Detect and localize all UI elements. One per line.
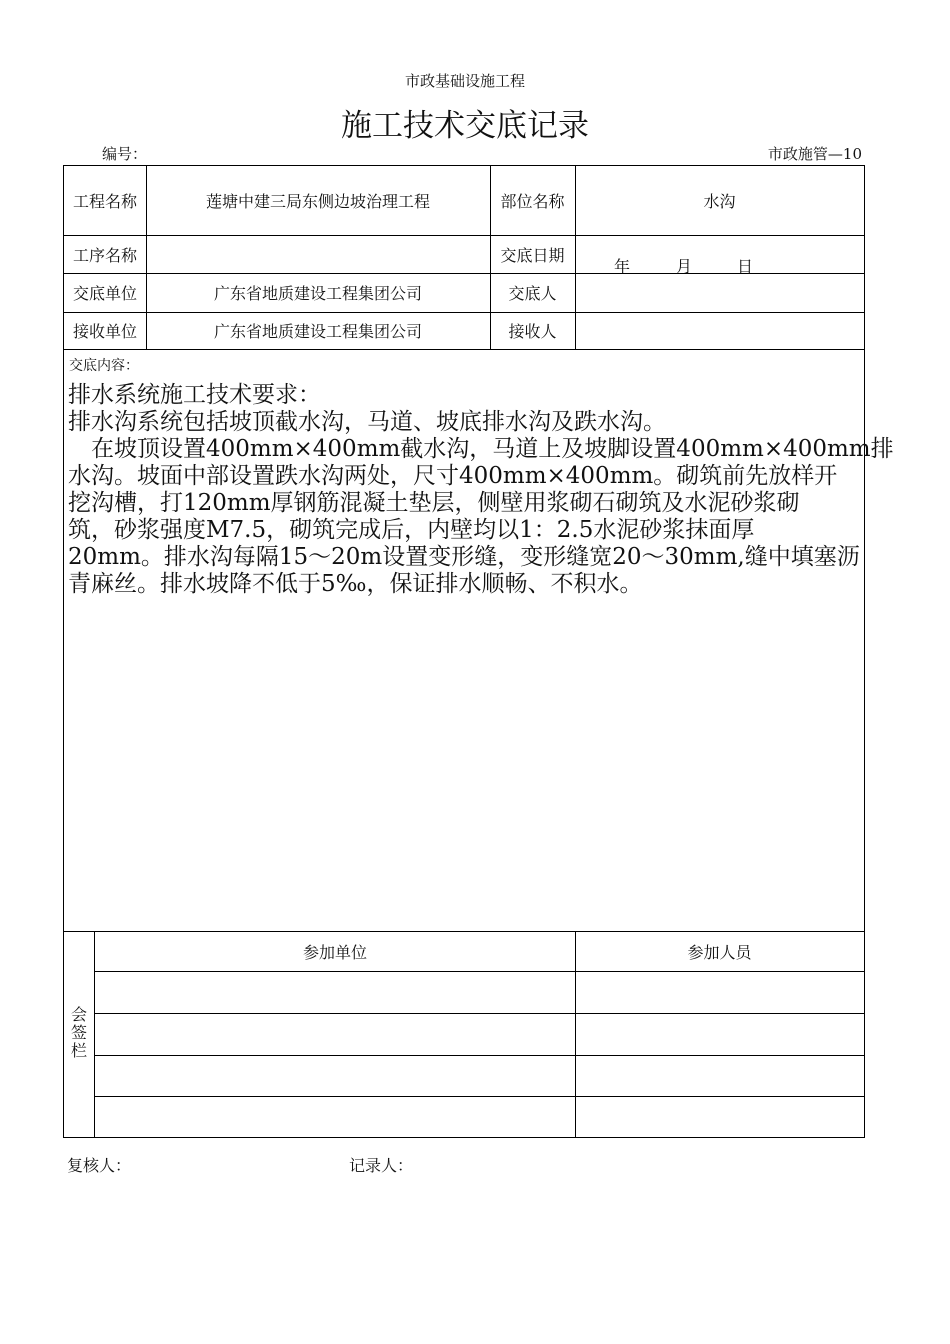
signoff-person-cell[interactable] [575,1013,864,1055]
issuer-unit-label: 交底单位 [72,284,137,303]
content-line: 排水系统施工技术要求： [68,382,321,408]
process-name-value[interactable] [146,235,490,273]
signoff-unit-header: 参加单位 [302,942,367,962]
reviewer-label: 复核人： [67,1156,132,1175]
signoff-unit-cell[interactable] [95,1096,575,1137]
signoff-unit-cell[interactable] [95,1055,575,1096]
recorder-label: 记录人： [349,1156,414,1175]
signoff-side-label: 会 签 栏 [70,1005,87,1060]
content-line: 排水沟系统包括坡顶截水沟，马道、坡底排水沟及跌水沟。 [68,409,666,435]
signoff-person-header: 参加人员 [687,942,752,962]
date-month-label: 月 [676,257,693,276]
content-line: 青麻丝。排水坡降不低于5‰，保证排水顺畅、不积水。 [68,571,643,597]
project-name-label: 工程名称 [72,192,137,211]
receiver-value[interactable] [575,312,864,349]
document-title: 施工技术交底记录 [341,108,589,144]
receiver-unit-value[interactable]: 广东省地质建设工程集团公司 [213,322,422,341]
content-body[interactable] [68,382,894,598]
issuer-value[interactable] [575,273,864,312]
content-line: 20mm。排水沟每隔15～20m设置变形缝，变形缝宽20～30mm,缝中填塞沥 [68,544,860,570]
signoff-person-cell[interactable] [575,1096,864,1137]
signoff-person-cell[interactable] [575,1055,864,1096]
process-name-label: 工序名称 [72,245,137,265]
form-code: 市政施管—10 [767,145,862,163]
issuer-label: 交底人 [508,284,557,303]
signoff-unit-cell[interactable] [95,971,575,1013]
content-line: 挖沟槽，打120mm厚钢筋混凝土垫层，侧壁用浆砌石砌筑及水泥砂浆砌 [68,490,800,516]
record-table [63,165,894,1138]
content-line: 筑，砂浆强度M7.5，砌筑完成后，内壁均以1：2.5水泥砂浆抹面厚 [68,517,755,543]
content-line: 在坡顶设置400mm×400mm截水沟，马道上及坡脚设置400mm×400mm排 [68,436,894,462]
number-label: 编号： [102,145,148,163]
content-line: 水沟。坡面中部设置跌水沟两处，尺寸400mm×400mm。砌筑前先放样开 [68,463,838,489]
project-name-value[interactable]: 莲塘中建三局东侧边坡治理工程 [205,192,430,211]
date-label: 交底日期 [500,245,565,265]
document-category: 市政基础设施工程 [404,72,525,90]
issuer-unit-value[interactable]: 广东省地质建设工程集团公司 [213,284,422,303]
signoff-unit-cell[interactable] [95,1013,575,1055]
date-day-label: 日 [737,257,754,276]
receiver-unit-label: 接收单位 [72,322,137,341]
date-year-label: 年 [614,257,631,276]
signoff-person-cell[interactable] [575,971,864,1013]
content-label: 交底内容： [69,358,139,374]
part-name-label: 部位名称 [500,192,565,211]
part-name-value[interactable]: 水沟 [703,192,736,211]
receiver-label: 接收人 [508,322,557,341]
